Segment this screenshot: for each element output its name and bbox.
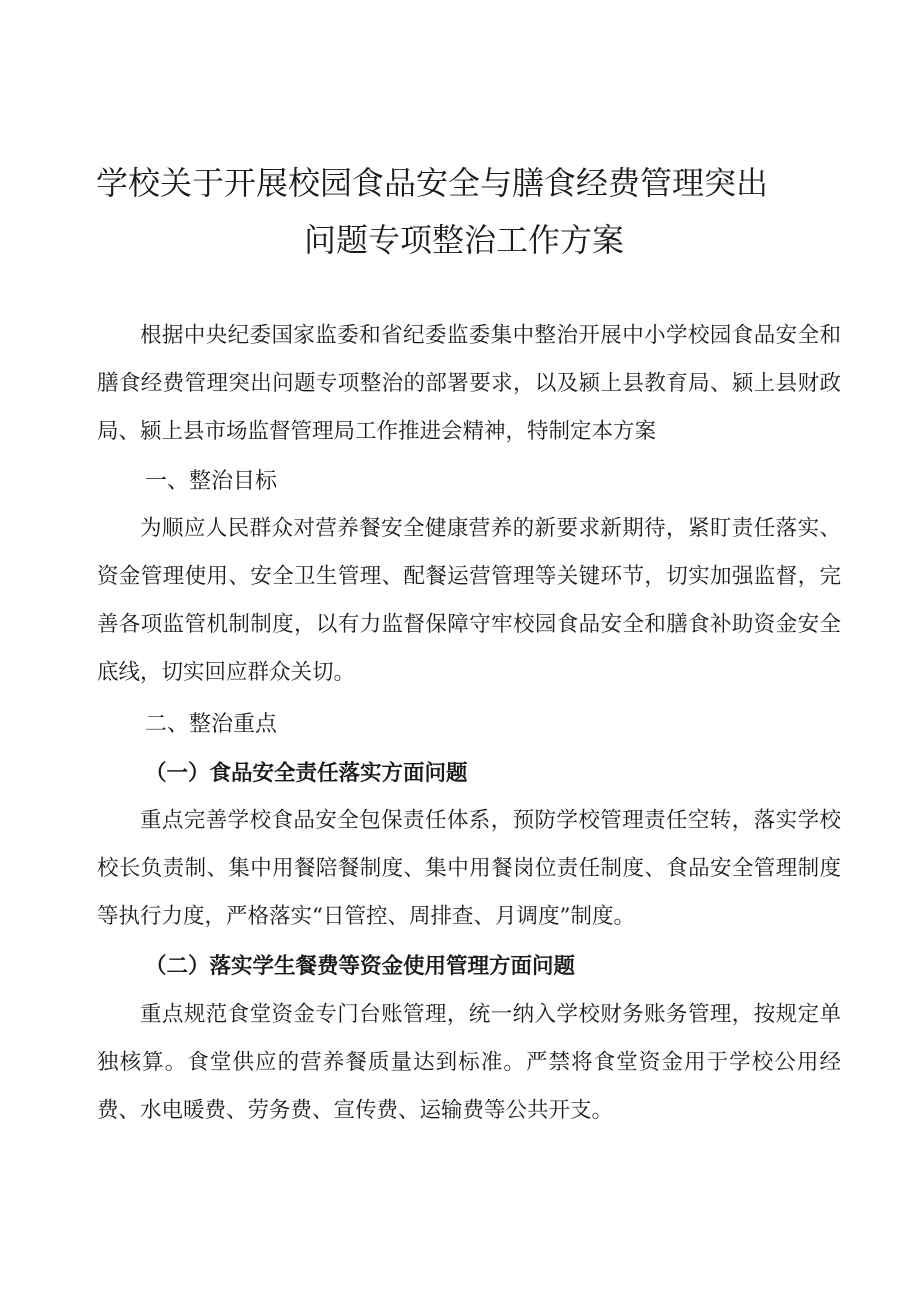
intro-paragraph: 根据中央纪委国家监委和省纪委监委集中整治开展中小学校园食品安全和膳食经费管理突出问题专项整治的部署要求，以及颍上县教育局、颍上县财政局、颍上县市场监督管理局工作推进会精神，特制定本方案: [97, 323, 841, 444]
section-1-heading: 一、整治目标: [145, 469, 278, 494]
subsection-1-body: 重点完善学校食品安全包保责任体系，预防学校管理责任空转，落实学校校长负责制、集中用餐陪餐制度、集中用餐岗位责任制度、食品安全管理制度等执行力度，严格落实“日管控、周排查、月调度”制度。: [97, 808, 841, 929]
section-1-body: 为顺应人民群众对营养餐安全健康营养的新要求新期待，紧盯责任落实、资金管理使用、安全卫生管理、配餐运营管理等关键环节，切实加强监督，完善各项监管机制制度，以有力监督保障守牢校园食品安全和膳食补助资金安全底线，切实回应群众关切。: [97, 516, 841, 685]
document-title-line-1: 学校关于开展校园食品安全与膳食经费管理突出: [96, 164, 769, 202]
subsection-2-heading: （二）落实学生餐费等资金使用管理方面问题: [145, 954, 576, 979]
section-2-heading: 二、整治重点: [145, 712, 278, 737]
document-title-line-2: 问题专项整治工作方案: [304, 221, 625, 259]
subsection-1-heading: （一）食品安全责任落实方面问题: [145, 761, 468, 786]
subsection-2-body: 重点规范食堂资金专门台账管理，统一纳入学校财务账务管理，按规定单独核算。食堂供应的营养餐质量达到标准。严禁将食堂资金用于学校公用经费、水电暖费、劳务费、宣传费、运输费等公共开支。: [97, 1002, 841, 1123]
